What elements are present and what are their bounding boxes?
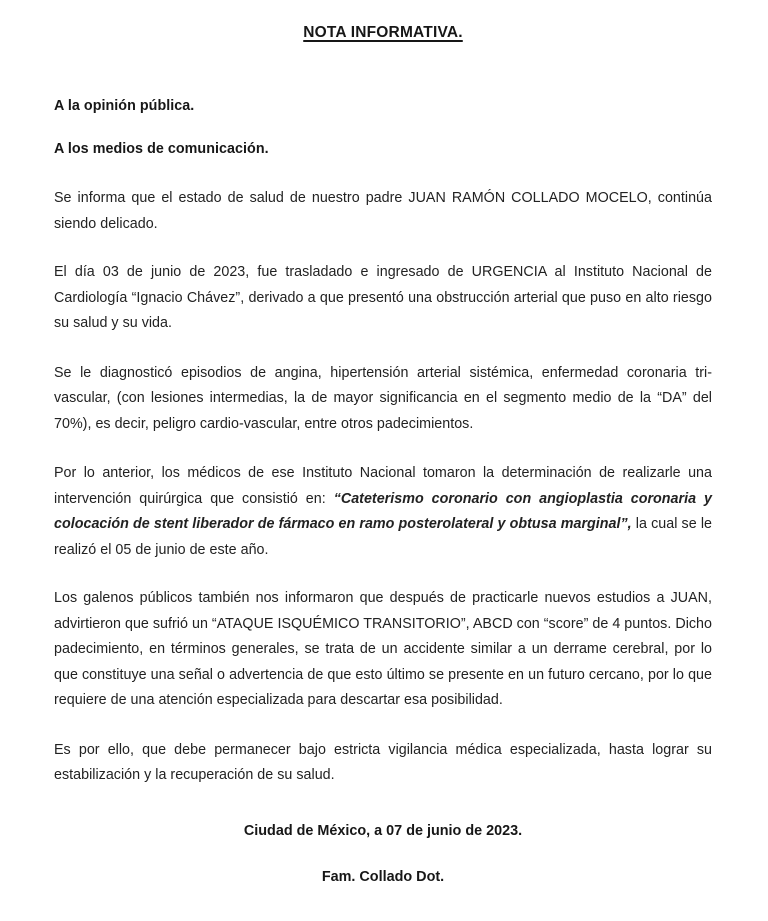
paragraph-diagnosis: Se le diagnosticó episodios de angina, hipertensión arterial sistémica, enfermedad coronaria tri-vascular, (con lesiones intermedias, la de mayor significancia en el segmento medio de la “DA” del 70%), es decir, peligro cardio-vascular, entre otros padecimientos. [54, 364, 712, 432]
surgery-procedure-name: “Cateterismo coronario con angioplastia coronaria y colocación de stent liberador de fármaco en ramo posterolateral y obtusa marginal”, [54, 490, 712, 532]
paragraph-medical-supervision: Es por ello, que debe permanecer bajo estricta vigilancia médica especializada, hasta lograr su estabilización y la recuperación de su salud. [54, 741, 712, 783]
paragraph-admission: El día 03 de junio de 2023, fue trasladado e ingresado de URGENCIA al Instituto Nacional de Cardiología “Ignacio Chávez”, derivado a que presentó una obstrucción arterial que puso en alto riesgo su salud y su vida. [54, 264, 712, 331]
closing-signature: Fam. Collado Dot. [321, 868, 445, 885]
document-body [54, 0, 712, 885]
page-title [54, 0, 712, 42]
surgery-tail-text: la cual se le realizó el 05 de junio de este año. [54, 516, 712, 558]
paragraph-health-status: Se informa que el estado de salud de nuestro padre JUAN RAMÓN COLLADO MOCELO, continúa siendo delicado. [54, 190, 712, 232]
salutation-public: A la opinión pública. [54, 98, 195, 114]
paragraph-surgery [54, 461, 712, 563]
closing-place-date: Ciudad de México, a 07 de junio de 2023. [243, 822, 523, 839]
surgery-intro-text: Por lo anterior, los médicos de ese Instituto Nacional tomaron la determinación de realizarle una intervención quirúrgica que consistió en: [54, 465, 712, 507]
salutation-media: A los medios de comunicación. [54, 141, 269, 157]
paragraph-ischemic-attack: Los galenos públicos también nos informaron que después de practicarle nuevos estudios a JUAN, advirtieron que sufrió un “ATAQUE ISQUÉMICO TRANSITORIO”, ABCD con “score” de 4 puntos. Dicho padecimiento, en términos generales, se trata de un accidente similar a un derrame cerebral, por lo que constituye una señal o advertencia de que esto último se presente en un futuro cercano, por lo que requiere de una atención especializada para descartar esa posibilidad. [54, 590, 712, 708]
page-title-text: NOTA INFORMATIVA. [303, 24, 463, 41]
